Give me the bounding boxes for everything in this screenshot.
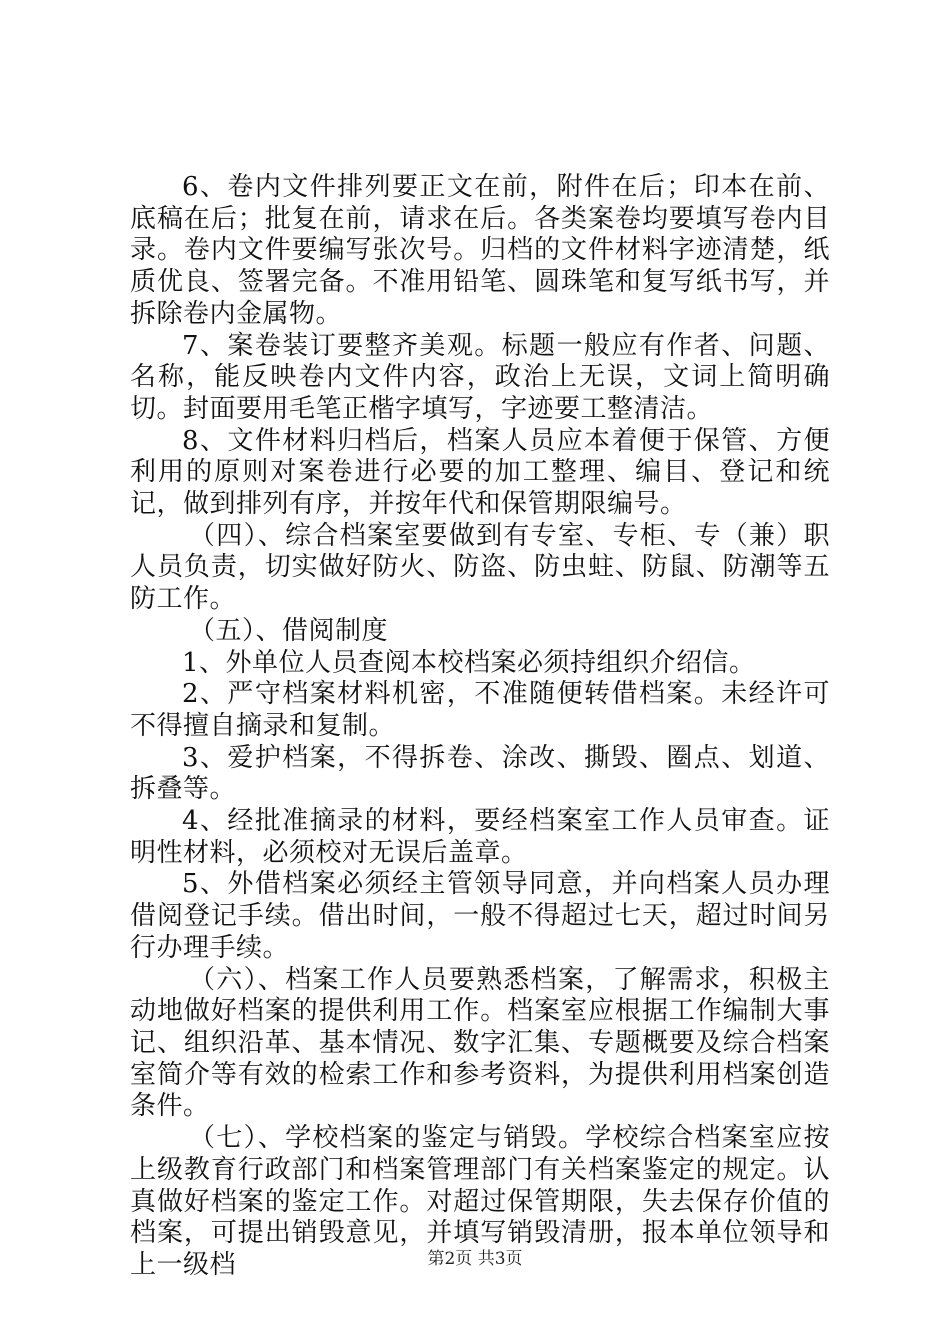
paragraph-section-4: （四）、综合档案室要做到有专室、专柜、专（兼）职人员负责，切实做好防火、防盗、防虫蛀、防鼠、防潮等五防工作。 [130,520,830,615]
paragraph-borrow-1: 1、外单位人员查阅本校档案必须持组织介绍信。 [182,647,756,678]
paragraph-borrow-2: 2、严守档案材料机密，不准随便转借档案。未经许可不得擅自摘录和复制。 [130,679,830,741]
paragraph-borrow-5: 5、外借档案必须经主管领导同意，并向档案人员办理借阅登记手续。借出时间，一般不得超过七天，超过时间另行办理手续。 [130,869,830,963]
paragraph-section-6: （六）、档案工作人员要熟悉档案，了解需求，积极主动地做好档案的提供利用工作。档案室应根据工作编制大事记、组织沿革、基本情况、数字汇集、专题概要及综合档案室简介等有效的检索工作和参考资料，为提供利用档案创造条件。 [130,964,830,1122]
document-body [130,172,830,1282]
heading-section-5: （五）、借阅制度 [189,615,389,646]
paragraph-borrow-4: 4、经批准摘录的材料，要经档案室工作人员审查。证明性材料，必须校对无误后盖章。 [130,806,830,868]
paragraph-borrow-3: 3、爱护档案，不得拆卷、涂改、撕毁、圈点、划道、拆叠等。 [130,742,830,805]
paragraph-item-6: 6、卷内文件排列要正文在前，附件在后；印本在前、底稿在后；批复在前，请求在后。各类案卷均要填写卷内目录。卷内文件要编写张次号。归档的文件材料字迹清楚，纸质优良、签署完备。不准用铅笔、圆珠笔和复写纸书写，并拆除卷内金属物。 [130,172,830,329]
paragraph-item-8: 8、文件材料归档后，档案人员应本着便于保管、方便利用的原则对案卷进行必要的加工整理、编目、登记和统记，做到排列有序，并按年代和保管期限编号。 [130,425,830,520]
paragraph-item-7: 7、案卷装订要整齐美观。标题一般应有作者、问题、名称，能反映卷内文件内容，政治上无误，文词上简明确切。封面要用毛笔正楷字填写，字迹要工整清洁。 [130,330,830,424]
paragraph-section-7: （七）、学校档案的鉴定与销毁。学校综合档案室应按上级教育行政部门和档案管理部门有关档案鉴定的规定。认真做好档案的鉴定工作。对超过保管期限，失去保存价值的档案，可提出销毁意见，并填写销毁清册，报本单位领导和上一级档 [130,1123,830,1280]
page-number-footer: 第2页 共3页 [427,1249,523,1269]
